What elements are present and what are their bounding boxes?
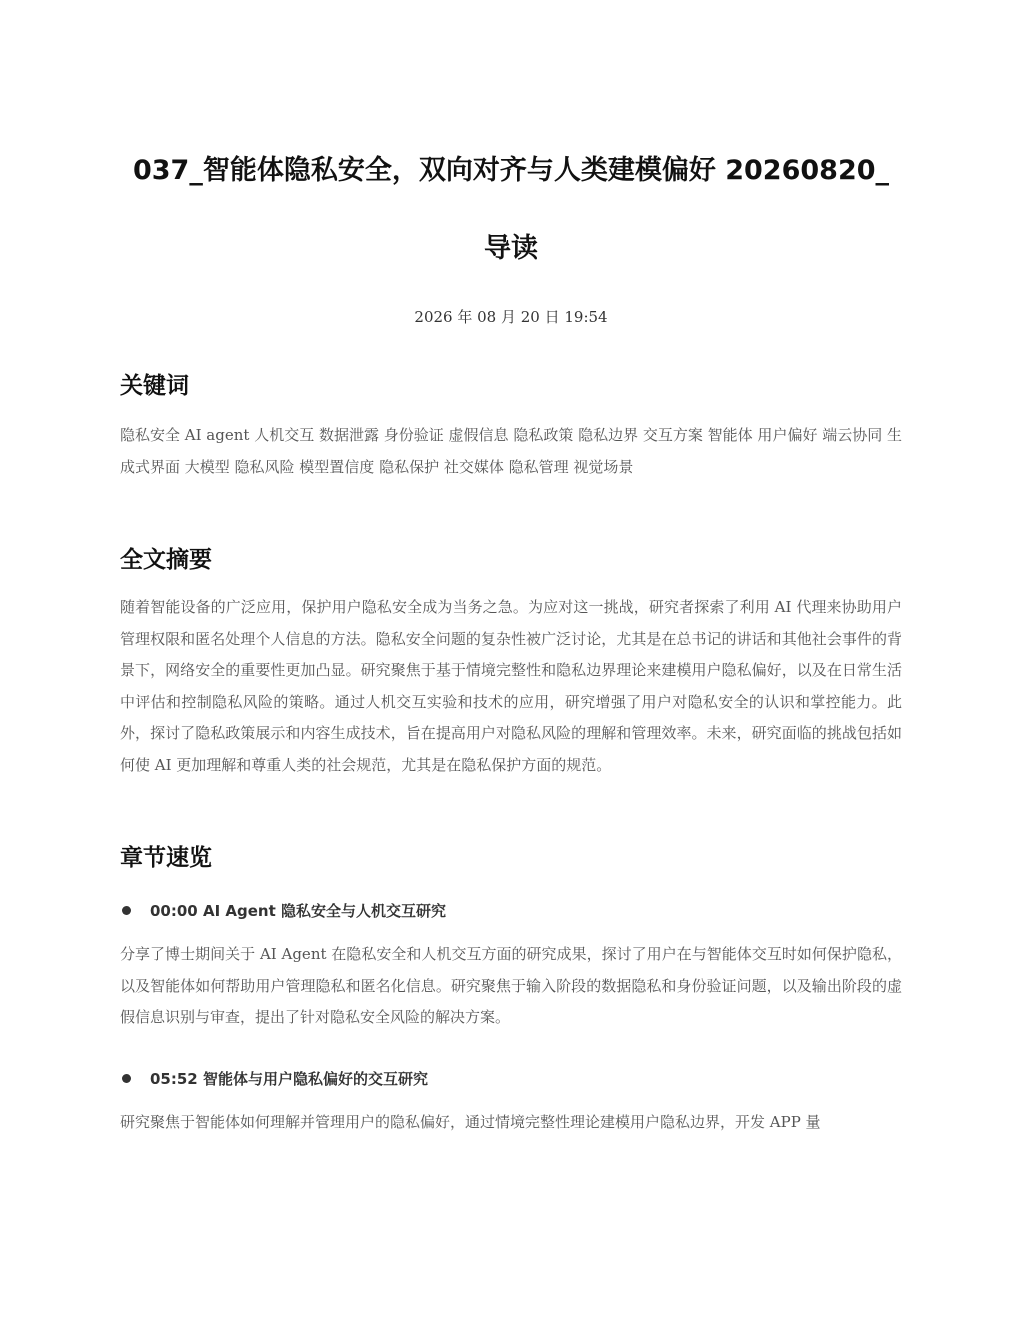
document-page bbox=[120, 140, 902, 1138]
document-title: 037_智能体隐私安全，双向对齐与人类建模偏好 20260820_导读 bbox=[132, 155, 890, 264]
chapter-description-clip bbox=[120, 1107, 902, 1138]
chapter-description: 分享了博士期间关于 AI Agent 在隐私安全和人机交互方面的研究成果，探讨了用户在与智能体交互时如何保护隐私，以及智能体如何帮助用户管理隐私和匿名化信息。研究聚焦于输入阶段的数据隐私和身份验证问题，以及输出阶段的虚假信息识别与审查，提出了针对隐私安全风险的解决方案。 bbox=[120, 945, 902, 1026]
chapter-description: 研究聚焦于智能体如何理解并管理用户的隐私偏好，通过情境完整性理论建模用户隐私边界，开发 APP 量 bbox=[120, 1112, 821, 1131]
document-date: 2026 年 08 月 20 日 19:54 bbox=[414, 308, 608, 326]
summary-text: 随着智能设备的广泛应用，保护用户隐私安全成为当务之急。为应对这一挑战，研究者探索了利用 AI 代理来协助用户管理权限和匿名处理个人信息的方法。隐私安全问题的复杂性被广泛讨论，尤其是在总书记的讲话和其他社会事件的背景下，网络安全的重要性更加凸显。研究聚焦于基于情境完整性和隐私边界理论来建模用户隐私偏好，以及在日常生活中评估和控制隐私风险的策略。通过人机交互实验和技术的应用，研究增强了用户对隐私安全的认识和掌控能力。此外，探讨了隐私政策展示和内容生成技术，旨在提高用户对隐私风险的理解和管理效率。未来，研究面临的挑战包括如何使 AI 更加理解和尊重人类的社会规范，尤其是在隐私保护方面的规范。 bbox=[120, 598, 902, 774]
keywords-text: 隐私安全 AI agent 人机交互 数据泄露 身份验证 虚假信息 隐私政策 隐私边界 交互方案 智能体 用户偏好 端云协同 生成式界面 大模型 隐私风险 模型置信度 隐私保护 社交媒体 隐私管理 视觉场景 bbox=[120, 426, 902, 476]
summary-heading: 全文摘要 bbox=[120, 547, 212, 573]
chapters-heading: 章节速览 bbox=[120, 845, 212, 871]
bullet-icon bbox=[122, 906, 131, 915]
chapter-item bbox=[120, 900, 902, 921]
chapter-item bbox=[120, 1068, 902, 1089]
chapter-title: 00:00 AI Agent 隐私安全与人机交互研究 bbox=[150, 902, 446, 920]
bullet-icon bbox=[122, 1074, 131, 1083]
chapter-title: 05:52 智能体与用户隐私偏好的交互研究 bbox=[150, 1069, 428, 1088]
keywords-heading: 关键词 bbox=[120, 373, 189, 399]
